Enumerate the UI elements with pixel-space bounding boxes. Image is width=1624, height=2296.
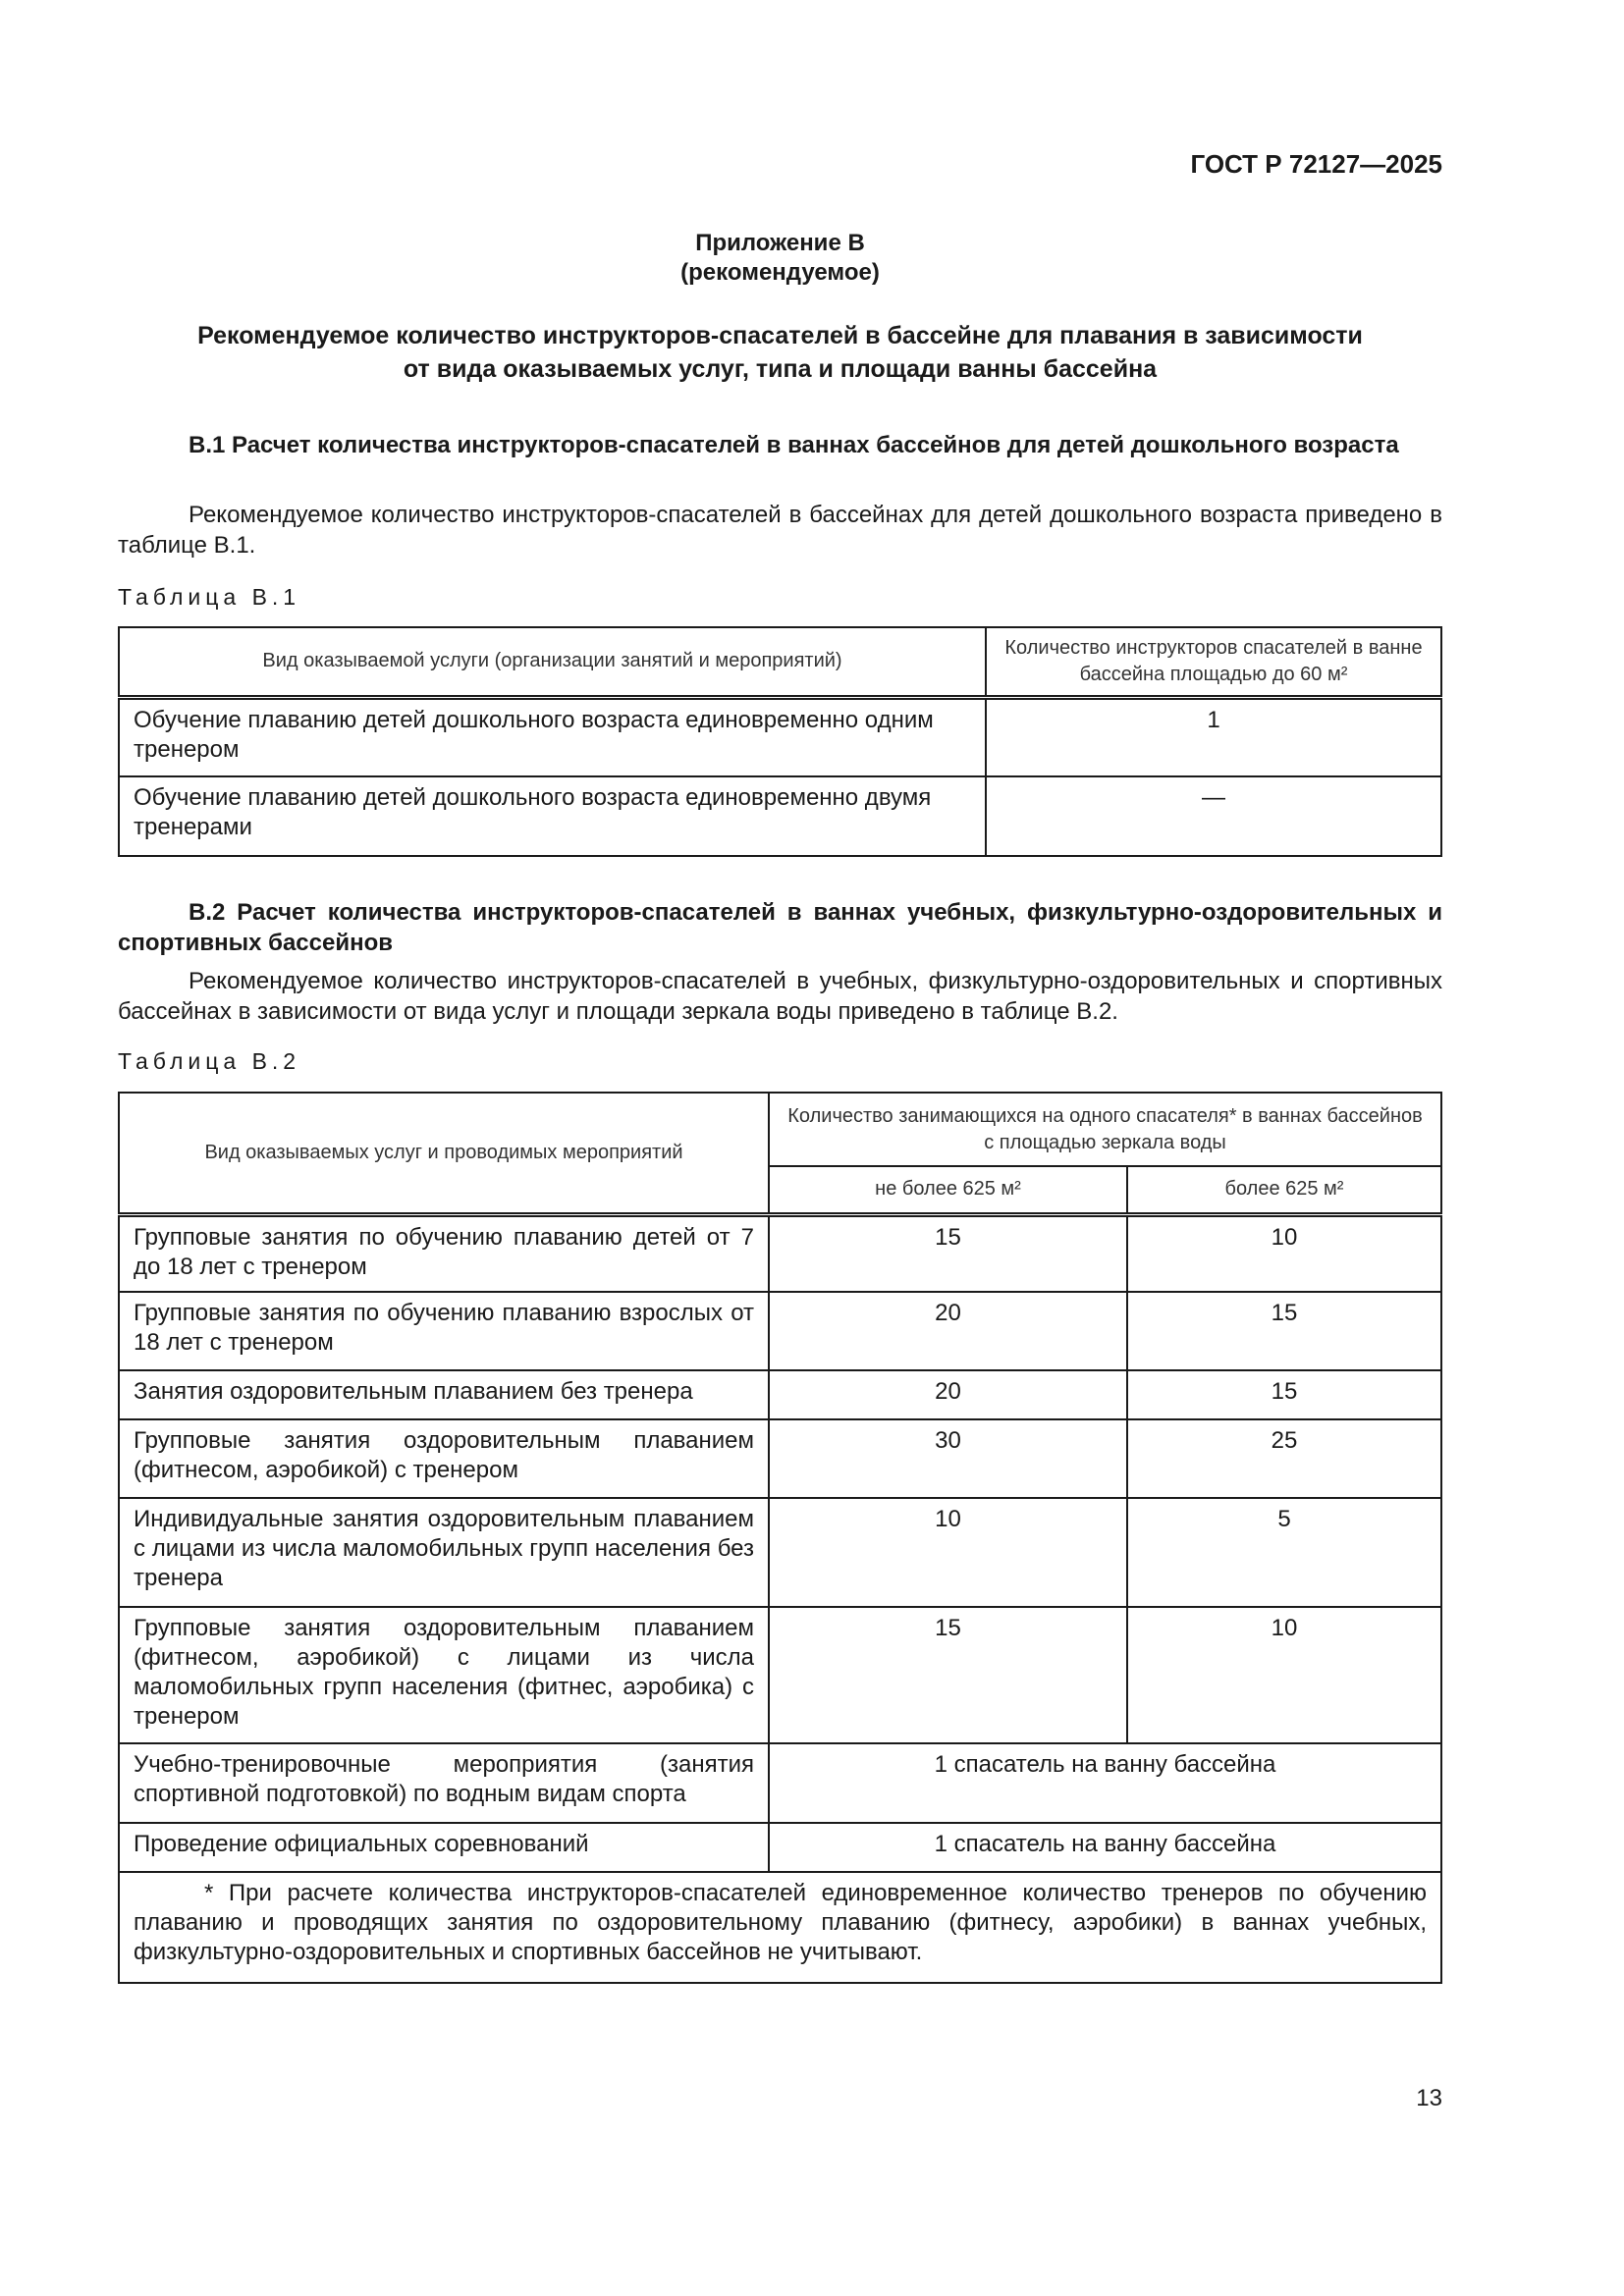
page-number: 13 <box>1416 2085 1442 2111</box>
table-cell-up-to-625: 20 <box>769 1292 1127 1370</box>
table-row <box>119 1292 1441 1370</box>
table-row <box>119 1419 1441 1498</box>
table-cell-up-to-625: 30 <box>769 1419 1127 1498</box>
table-2-footnote: * При расчете количества инструкторов-спасателей единовременное количество тренеров по обучению плаванию и проводящих занятия по оздоровительному плаванию (фитнесу, аэробики) в ваннах учебных, физкультурно-оздоровительных и спортивных бассейнов не учитывают. <box>119 1872 1441 1983</box>
table-cell-count: — <box>986 776 1441 856</box>
table-row <box>119 1823 1441 1872</box>
main-title-line-2: от вида оказываемых услуг, типа и площади ванны бассейна <box>403 355 1158 383</box>
table-1-header-count: Количество инструкторов спасателей в ванне бассейна площадью до 60 м² <box>986 627 1441 697</box>
table-cell-service: Занятия оздоровительным плаванием без тренера <box>119 1370 769 1419</box>
table-row <box>119 1370 1441 1419</box>
table-1-caption: Таблица В.1 <box>118 584 301 610</box>
table-row <box>119 1214 1441 1292</box>
table-cell-service: Обучение плаванию детей дошкольного возраста единовременно одним тренером <box>119 697 986 776</box>
table-cell-service: Проведение официальных соревнований <box>119 1823 769 1872</box>
table-cell-over-625: 5 <box>1127 1498 1441 1607</box>
table-1 <box>118 626 1442 857</box>
table-cell-over-625: 10 <box>1127 1607 1441 1743</box>
table-cell-merged-count: 1 спасатель на ванну бассейна <box>769 1823 1441 1872</box>
table-cell-over-625: 10 <box>1127 1214 1441 1292</box>
table-cell-service: Обучение плаванию детей дошкольного возраста единовременно двумя тренерами <box>119 776 986 856</box>
table-2 <box>118 1092 1442 1984</box>
table-row <box>119 1498 1441 1607</box>
table-cell-merged-count: 1 спасатель на ванну бассейна <box>769 1743 1441 1823</box>
section-2-heading: В.2 Расчет количества инструкторов-спасателей в ваннах учебных, физкультурно-оздоровительных и спортивных бассейнов <box>118 899 1442 956</box>
table-cell-service: Групповые занятия по обучению плаванию взрослых от 18 лет с тренером <box>119 1292 769 1370</box>
main-title-line-1: Рекомендуемое количество инструкторов-спасателей в бассейне для плавания в зависимости <box>197 322 1363 349</box>
section-1-heading: В.1 Расчет количества инструкторов-спасателей в ваннах бассейнов для детей дошкольного возраста <box>189 432 1399 458</box>
table-2-header-group: Количество занимающихся на одного спасателя* в ваннах бассейнов с площадью зеркала воды <box>769 1093 1441 1166</box>
table-row <box>119 1607 1441 1743</box>
table-row <box>119 697 1441 776</box>
table-cell-over-625: 15 <box>1127 1370 1441 1419</box>
table-cell-service: Групповые занятия по обучению плаванию детей от 7 до 18 лет с тренером <box>119 1214 769 1292</box>
table-cell-up-to-625: 15 <box>769 1607 1127 1743</box>
table-2-header-over-625: более 625 м² <box>1127 1166 1441 1214</box>
table-1-header-service: Вид оказываемой услуги (организации занятий и мероприятий) <box>119 627 986 697</box>
table-cell-count: 1 <box>986 697 1441 776</box>
standard-number: ГОСТ Р 72127—2025 <box>1190 149 1442 179</box>
table-cell-over-625: 15 <box>1127 1292 1441 1370</box>
section-2-text: Рекомендуемое количество инструкторов-спасателей в учебных, физкультурно-оздоровительных и спортивных бассейнах в зависимости от вида услуг и площади зеркала воды приведено в таблице В.2. <box>118 968 1442 1025</box>
table-row <box>119 1743 1441 1823</box>
table-2-header-up-to-625: не более 625 м² <box>769 1166 1127 1214</box>
table-cell-service: Групповые занятия оздоровительным плаванием (фитнесом, аэробикой) с тренером <box>119 1419 769 1498</box>
appendix-title: Приложение В <box>695 230 865 256</box>
table-cell-service: Индивидуальные занятия оздоровительным плаванием с лицами из числа маломобильных групп населения без тренера <box>119 1498 769 1607</box>
table-cell-up-to-625: 10 <box>769 1498 1127 1607</box>
table-2-header-service: Вид оказываемых услуг и проводимых мероприятий <box>119 1093 769 1214</box>
table-cell-up-to-625: 20 <box>769 1370 1127 1419</box>
table-cell-over-625: 25 <box>1127 1419 1441 1498</box>
table-2-caption: Таблица В.2 <box>118 1048 301 1074</box>
section-1-text: Рекомендуемое количество инструкторов-спасателей в бассейнах для детей дошкольного возраста приведено в таблице В.1. <box>118 502 1442 559</box>
table-cell-service: Учебно-тренировочные мероприятия (занятия спортивной подготовкой) по водным видам спорта <box>119 1743 769 1823</box>
table-cell-up-to-625: 15 <box>769 1214 1127 1292</box>
table-cell-service: Групповые занятия оздоровительным плаванием (фитнесом, аэробикой) с лицами из числа маломобильных групп населения (фитнес, аэробика) с тренером <box>119 1607 769 1743</box>
appendix-status: (рекомендуемое) <box>680 259 880 286</box>
table-row <box>119 776 1441 856</box>
